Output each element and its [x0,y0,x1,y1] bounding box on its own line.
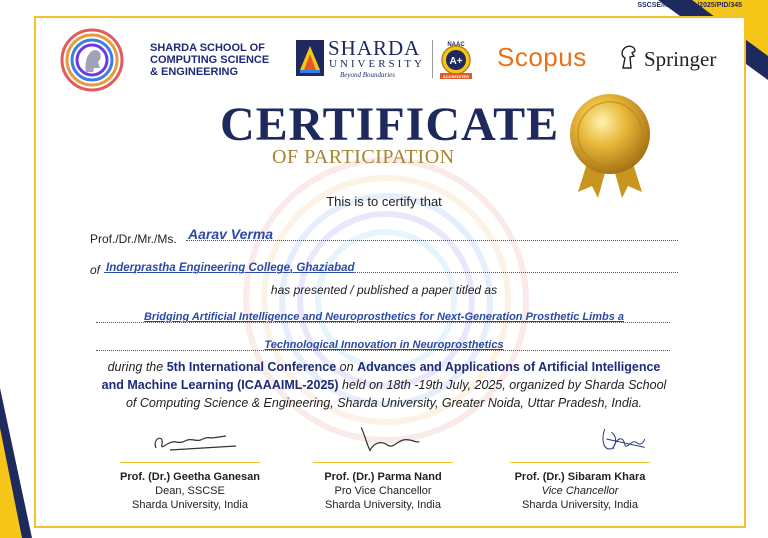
certify-text: This is to certify that [326,194,442,209]
school-name [150,42,290,78]
scopus-logo: Scopus [497,42,587,72]
sharda-emblem-icon [296,40,324,76]
signatory-1-role: Dean, SSCSE [155,485,225,497]
signature-line-3 [510,462,650,463]
on-text: on [339,360,354,374]
logo-divider [432,40,433,78]
conference-ordinal: 5th International Conference [166,360,337,374]
conference-paragraph [96,358,672,412]
of-label: of [90,263,101,277]
university-name: SHARDA [328,36,421,60]
presented-text: has presented / published a paper titled as [270,283,498,297]
signatory-2 [283,470,483,512]
school-name-line-2: COMPUTING SCIENCE [150,54,270,66]
naac-label: NAAC [447,42,465,48]
university-word: UNIVERSITY [329,58,425,70]
conference-name: Advances and Applications of Artificial Intelligence and Machine Learning (ICAAAIML-2025) [101,360,661,392]
school-name-line-1: SHARDA SCHOOL OF [150,42,265,54]
signatory-2-name: Prof. (Dr.) Parma Nand [324,471,442,483]
springer-logo: Springer [644,47,717,71]
school-logo-icon [60,28,124,92]
paper-title-line-2: Technological Innovation in Neuroprosthetics [264,339,504,351]
institution-name: Inderprastha Engineering College, Ghaziabad [106,262,355,274]
signatory-2-role: Pro Vice Chancellor [334,485,432,497]
signatory-1 [90,470,290,512]
signature-3-icon [548,424,698,454]
certificate-title: CERTIFICATE [220,98,560,151]
naac-badge-icon [439,40,473,80]
during-text: during the [107,360,164,374]
paper-title-line-1: Bridging Artificial Intelligence and Neuroprosthetics for Next-Generation Prosthetic Limbs a [143,311,624,323]
springer-horse-icon [617,44,639,70]
university-tagline: Beyond Boundaries [340,71,396,79]
signatory-1-org: Sharda University, India [132,499,248,511]
signatory-2-org: Sharda University, India [325,499,441,511]
name-prefix: Prof./Dr./Mr./Ms. [90,232,177,246]
signature-line-1 [120,462,260,463]
signatory-1-name: Prof. (Dr.) Geetha Ganesan [120,471,260,483]
naac-grade: A+ [449,56,463,67]
gold-medal-icon [560,92,660,200]
reference-number: SSCSE/ICAAAIML/2025/PID/345 [637,2,742,9]
signatory-3-name: Prof. (Dr.) Sibaram Khara [514,471,646,483]
school-name-line-3: & ENGINEERING [150,66,239,78]
signatory-3-org: Sharda University, India [522,499,638,511]
participant-name: Aarav Verma [188,226,274,242]
signature-line-2 [313,462,453,463]
certificate-subtitle: OF PARTICIPATION [272,146,455,168]
naac-note: ACCREDITED [442,74,470,79]
corner-decoration-bottom-left-gold [0,428,22,538]
signature-1-icon [146,428,296,458]
conference-details: held on 18th -19th July, 2025, organized by Sharda School of Computing Science & Engineering, Sharda University, Greater Noida, Uttar Pradesh, India. [125,378,667,410]
signature-2-icon [340,424,490,454]
signatory-3-role: Vice Chancellor [541,485,619,497]
signatory-3 [480,470,680,512]
